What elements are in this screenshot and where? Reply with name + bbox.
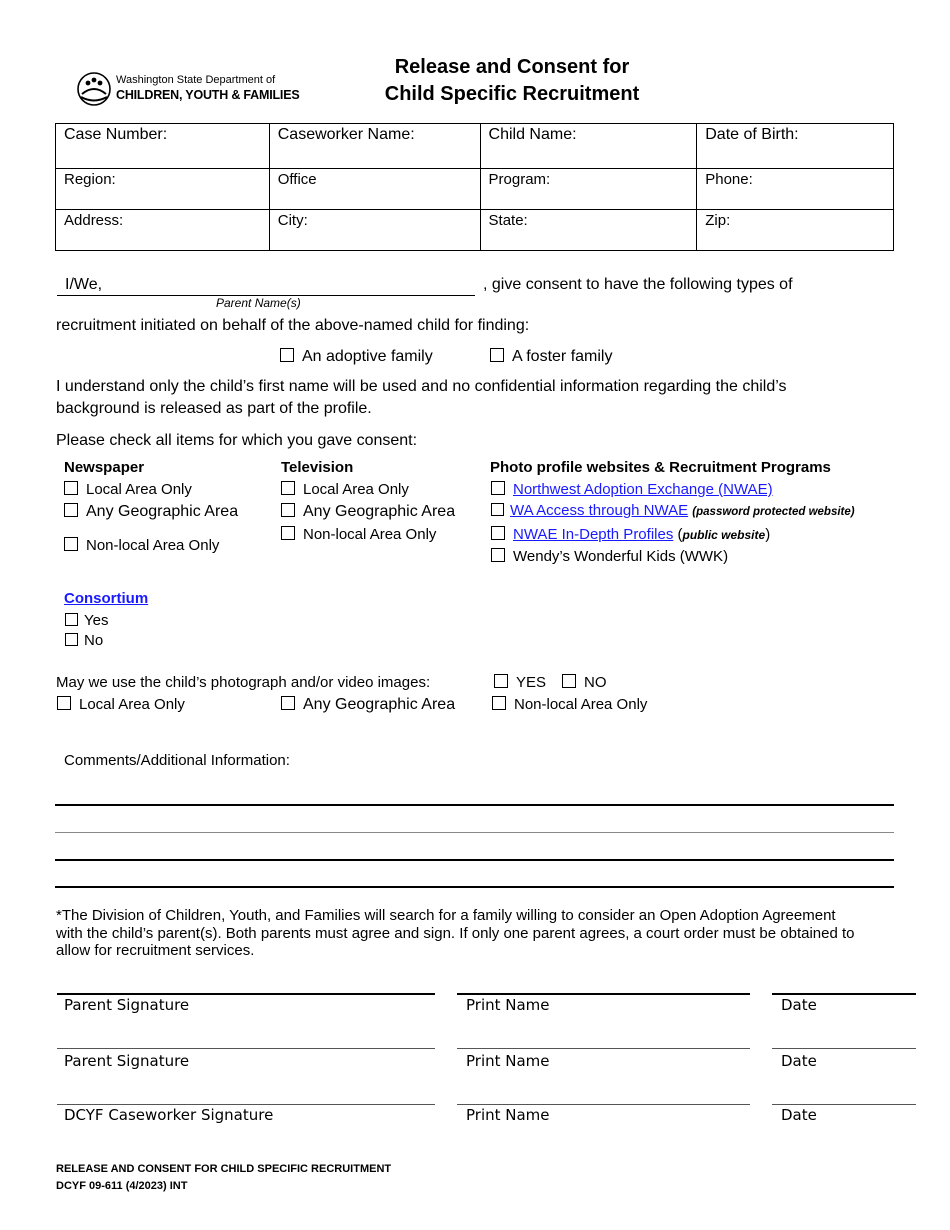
date-label-2: Date [781,1052,817,1070]
case-info-table [55,123,894,251]
consortium-yes-checkbox[interactable] [65,613,78,626]
footer-form-number: DCYF 09-611 (4/2023) INT [56,1180,188,1192]
television-heading: Television [281,459,354,476]
wwk-checkbox[interactable] [491,548,505,562]
org-line-2: CHILDREN, YOUTH & FAMILIES [116,88,300,102]
newspaper-nonlocal-checkbox[interactable] [64,537,78,551]
images-nonlocal-label: Non-local Area Only [514,696,648,713]
newspaper-local[interactable] [64,481,192,498]
images-no[interactable] [562,674,607,691]
in-depth-link[interactable]: NWAE In-Depth Profiles [513,526,674,543]
comments-line-3[interactable] [55,859,894,861]
consortium-yes[interactable] [65,612,108,629]
comments-label: Comments/Additional Information: [64,752,290,769]
images-nonlocal-checkbox[interactable] [492,696,506,710]
parent-signature-label-1: Parent Signature [64,996,190,1014]
television-nonlocal-label: Non-local Area Only [303,526,437,543]
newspaper-any-checkbox[interactable] [64,503,78,517]
title-line-2: Child Specific Recruitment [384,83,640,105]
adoptive-family-label: An adoptive family [302,348,433,365]
newspaper-local-checkbox[interactable] [64,481,78,495]
print-name-line-2[interactable] [457,1048,750,1049]
images-any-label: Any Geographic Area [303,696,456,713]
television-local-checkbox[interactable] [281,481,295,495]
office-field[interactable]: Office [269,169,480,210]
television-any[interactable] [281,503,455,521]
wwk-label: Wendy’s Wonderful Kids (WWK) [513,548,729,565]
comments-line-1[interactable] [55,804,894,806]
images-any[interactable] [281,696,455,714]
notice-line-1: *The Division of Children, Youth, and Families will search for a family willing to consider an Open Adoption Agreement [56,907,836,924]
consent-line-2: recruitment initiated on behalf of the above-named child for finding: [56,317,530,334]
wa-access-checkbox[interactable] [491,503,504,516]
zip-field[interactable]: Zip: [697,210,894,251]
state-field[interactable]: State: [480,210,697,251]
consortium-yes-label: Yes [84,612,109,629]
in-depth-note: public website [682,528,766,542]
television-local-label: Local Area Only [303,481,409,498]
consent-prefix: I/We, [65,276,103,293]
date-line-1[interactable] [772,993,916,995]
images-yes-label: YES [516,674,547,691]
photo-in-depth[interactable] [491,526,770,543]
consortium-no[interactable] [65,632,103,649]
check-all-instruction: Please check all items for which you gave consent: [56,432,418,449]
print-name-label-3: Print Name [466,1106,550,1124]
images-yes-checkbox[interactable] [494,674,508,688]
comments-line-2[interactable] [55,832,894,833]
dcyf-logo-icon [76,70,112,108]
org-line-1: Washington State Department of [116,74,276,86]
photo-profile-heading: Photo profile websites & Recruitment Programs [490,459,831,476]
footer-title: RELEASE AND CONSENT FOR CHILD SPECIFIC RECRUITMENT [56,1163,392,1175]
print-name-label-2: Print Name [466,1052,550,1070]
phone-field[interactable]: Phone: [697,169,894,210]
images-any-checkbox[interactable] [281,696,295,710]
parent-signature-label-2: Parent Signature [64,1052,190,1070]
print-name-label-1: Print Name [466,996,550,1014]
comments-line-4[interactable] [55,886,894,888]
television-nonlocal[interactable] [281,526,436,543]
in-depth-paren-open: ( [677,526,683,543]
date-line-3[interactable] [772,1104,916,1105]
notice-line-2: with the child’s parent(s). Both parents must agree and sign. If only one parent agrees, a court order must be obtained to [56,925,855,942]
images-no-checkbox[interactable] [562,674,576,688]
wa-access-link[interactable]: WA Access through NWAE [510,502,689,519]
newspaper-any-label: Any Geographic Area [86,503,239,520]
option-foster-family[interactable] [490,348,612,366]
newspaper-heading: Newspaper [64,459,145,476]
nwae-link[interactable]: Northwest Adoption Exchange (NWAE) [513,481,773,498]
date-of-birth-field[interactable]: Date of Birth: [697,124,894,169]
in-depth-checkbox[interactable] [491,526,505,540]
understand-line-1: I understand only the child’s first name will be used and no confidential information regarding the child’s [56,378,787,395]
consortium-link[interactable]: Consortium [64,590,149,607]
address-field[interactable]: Address: [56,210,270,251]
television-nonlocal-checkbox[interactable] [281,526,295,540]
option-adoptive-family[interactable] [280,348,433,366]
notice-line-3: allow for recruitment services. [56,942,255,959]
photo-wa-access[interactable] [491,502,855,519]
understand-line-2: background is released as part of the profile. [56,400,372,417]
newspaper-nonlocal-label: Non-local Area Only [86,537,220,554]
date-label-1: Date [781,996,817,1014]
print-name-line-1[interactable] [457,993,750,995]
television-any-checkbox[interactable] [281,503,295,517]
images-local-checkbox[interactable] [57,696,71,710]
adoptive-family-checkbox[interactable] [280,348,294,362]
signature-line-1[interactable] [57,993,435,995]
date-line-2[interactable] [772,1048,916,1049]
consortium-no-label: No [84,632,104,649]
images-local[interactable] [57,696,185,713]
parent-name-caption: Parent Name(s) [216,296,301,310]
newspaper-local-label: Local Area Only [86,481,192,498]
newspaper-nonlocal[interactable] [64,537,219,554]
program-field[interactable]: Program: [480,169,697,210]
photo-nwae[interactable] [491,481,773,498]
in-depth-paren-close: ) [765,526,771,543]
title-line-1: Release and Consent for [394,56,630,78]
newspaper-any[interactable] [64,503,238,521]
foster-family-label: A foster family [512,348,613,365]
region-field[interactable]: Region: [56,169,270,210]
images-question: May we use the child’s photograph and/or video images: [56,674,431,691]
images-local-label: Local Area Only [79,696,185,713]
images-no-label: NO [584,674,607,691]
caseworker-name-field[interactable]: Caseworker Name: [269,124,480,169]
wa-access-note: (password protected website) [692,506,855,518]
page-title [362,56,662,106]
consortium-no-checkbox[interactable] [65,633,78,646]
images-yes[interactable] [494,674,546,691]
print-name-line-3[interactable] [457,1104,750,1105]
images-nonlocal[interactable] [492,696,647,713]
consent-suffix: , give consent to have the following types of [483,276,793,293]
case-number-field[interactable]: Case Number: [56,124,270,169]
television-any-label: Any Geographic Area [303,503,456,520]
date-label-3: Date [781,1106,817,1124]
photo-wwk[interactable] [491,548,728,565]
television-local[interactable] [281,481,409,498]
signature-line-3[interactable] [57,1104,435,1105]
foster-family-checkbox[interactable] [490,348,504,362]
signature-line-2[interactable] [57,1048,435,1049]
nwae-checkbox[interactable] [491,481,505,495]
dcyf-logo [76,70,300,110]
child-name-field[interactable]: Child Name: [480,124,697,169]
city-field[interactable]: City: [269,210,480,251]
caseworker-signature-label: DCYF Caseworker Signature [64,1106,274,1124]
